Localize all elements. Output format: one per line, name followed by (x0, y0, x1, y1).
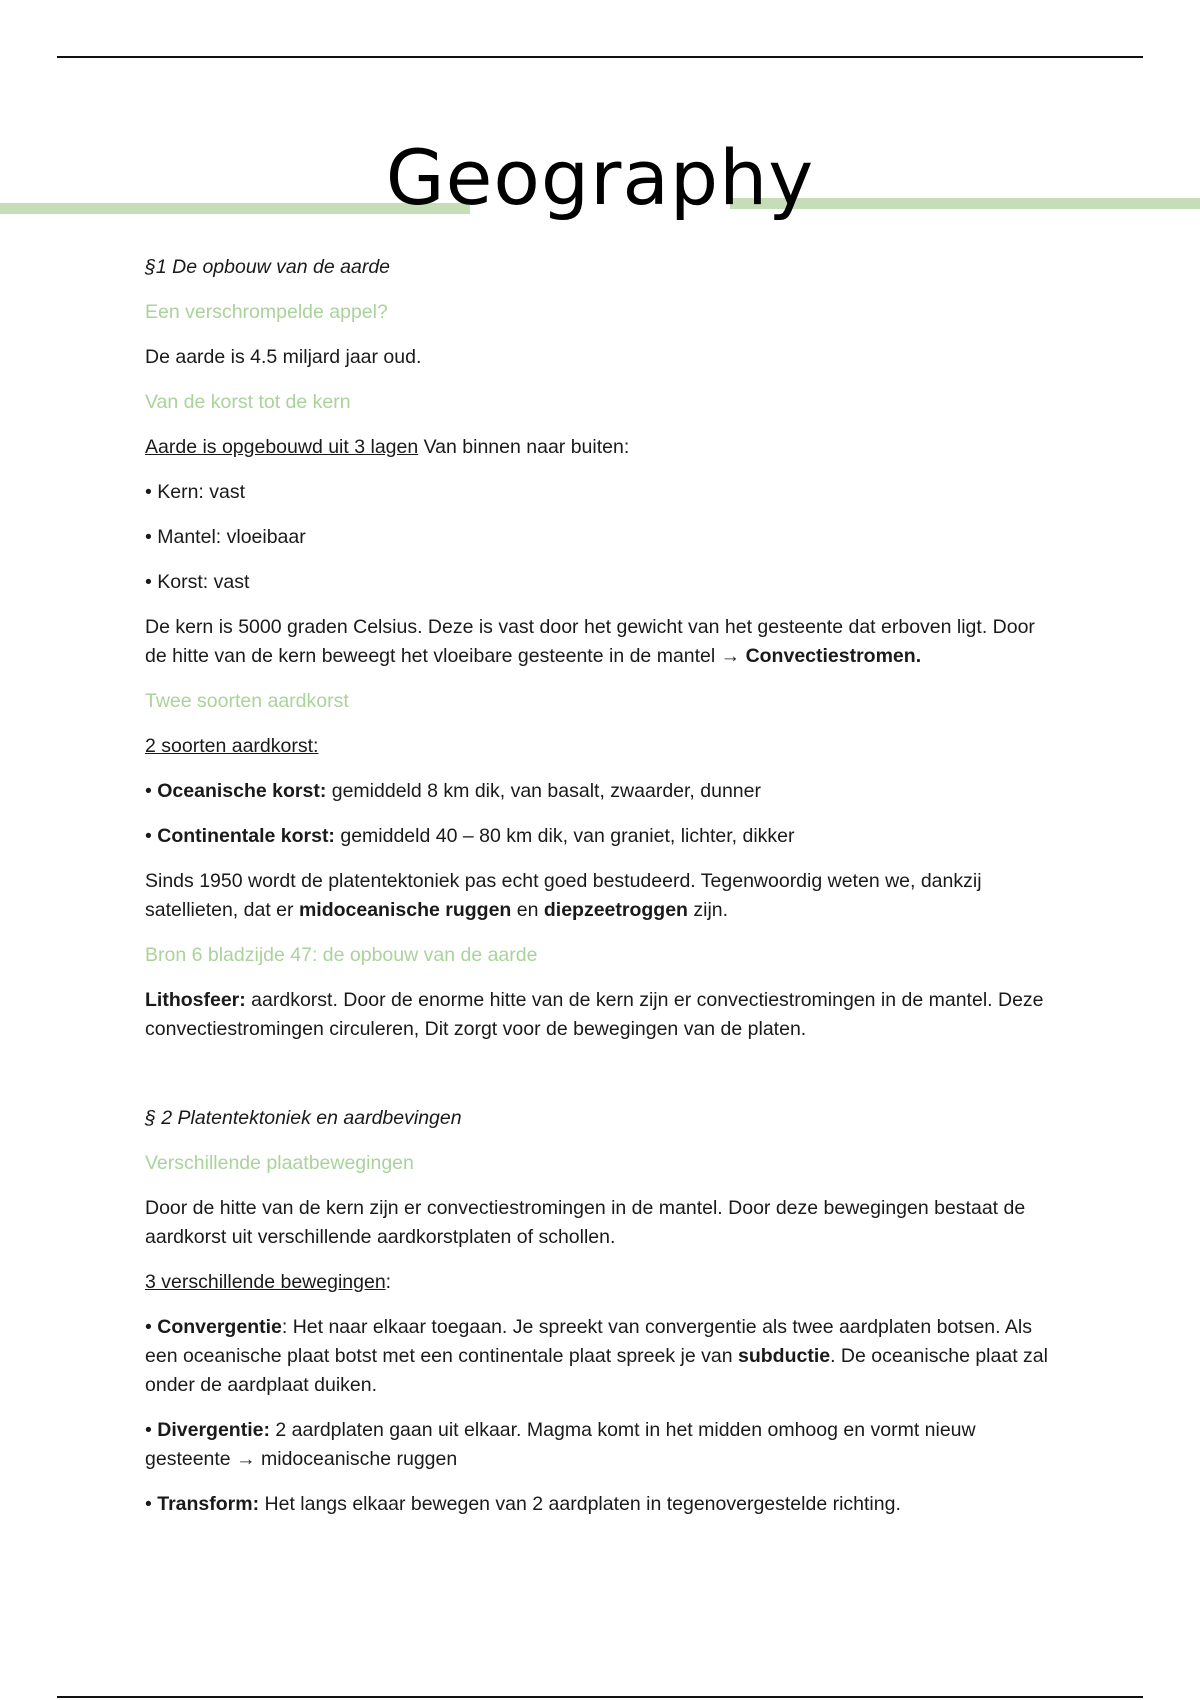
section-heading-1: §1 De opbouw van de aarde (145, 256, 391, 278)
oceanic-crust-desc: gemiddeld 8 km dik, van basalt, zwaarder, dunner (326, 780, 761, 802)
divergence-end: midoceanische ruggen (255, 1448, 458, 1470)
list-item-convergence: • Convergentie: Het naar elkaar toegaan. Je spreekt van convergentie als twee aardplaten botsen. Als een oceanische plaat botst met een continentale plaat spreek je van subductie. De oceanische plaat zal onder de aardplaat duiken. (145, 1316, 1048, 1396)
list-item-transform: • Transform: Het langs elkaar bewegen van 2 aardplaten in tegenovergestelde richting. (145, 1493, 901, 1515)
list-item-divergence: • Divergentie: 2 aardplaten gaan uit elkaar. Magma komt in het midden omhoog en vormt nieuw gesteente → midoceanische ruggen (145, 1419, 976, 1470)
core-heat-text: De kern is 5000 graden Celsius. Deze is vast door het gewicht van het gesteente dat erboven ligt. Door de hitte van de kern beweegt het vloeibare gesteente in de mantel (145, 616, 1035, 667)
paragraph-core-heat (145, 613, 1050, 671)
arrow-icon: → (720, 645, 741, 667)
movements-lead-underlined: 3 verschillende bewegingen (145, 1271, 386, 1293)
list-item-crust: • Korst: vast (145, 571, 250, 593)
divergence-term: Divergentie: (157, 1419, 270, 1441)
deep-sea-trenches-term: diepzeetroggen (543, 899, 688, 921)
transform-term: Transform: (157, 1493, 260, 1515)
convergence-desc-a: : Het naar elkaar toegaan. Je spreekt van convergentie als twee aardplaten botsen. Als een oceanische plaat botst met een continentale plaat spreek je van (145, 1316, 1032, 1367)
top-rule (57, 56, 1143, 58)
convergence-desc-c: . De oceanische plaat zal onder de aardplaat duiken. (145, 1345, 1048, 1396)
subheading-crust-to-core: Van de korst tot de kern (145, 391, 351, 413)
list-item-continental-crust: • Continentale korst: gemiddeld 40 – 80 km dik, van graniet, lichter, dikker (145, 825, 795, 847)
subduction-term: subductie (737, 1345, 831, 1367)
paragraph-movements-lead (145, 1268, 1050, 1297)
document-body (145, 253, 1050, 1535)
section-heading-2: § 2 Platentektoniek en aardbevingen (145, 1107, 462, 1129)
divergence-desc: 2 aardplaten gaan uit elkaar. Magma komt in het midden omhoog en vormt nieuw gesteente (145, 1419, 976, 1470)
paragraph-plates-intro: Door de hitte van de kern zijn er convectiestromingen in de mantel. Door deze bewegingen bestaat de aardkorst uit verschillende aardkorstplaten of schollen. (145, 1197, 1026, 1248)
subheading-plate-movements: Verschillende plaatbewegingen (145, 1152, 414, 1174)
lithosphere-desc: aardkorst. Door de enorme hitte van de kern zijn er convectiestromingen in de mantel. Deze convectiestromingen circuleren, Dit zorgt voor de bewegingen van de platen. (145, 989, 1044, 1040)
convection-term: Convectiestromen. (745, 645, 922, 667)
subheading-two-crusts: Twee soorten aardkorst (145, 690, 349, 712)
convergence-term: Convergentie (157, 1316, 282, 1338)
subheading-apple: Een verschrompelde appel? (145, 301, 388, 323)
mid-ocean-ridges-term: midoceanische ruggen (298, 899, 512, 921)
continental-crust-term: Continentale korst: (157, 825, 335, 847)
bottom-rule (57, 1696, 1143, 1698)
movements-lead-rest: : (385, 1271, 392, 1293)
list-item-oceanic-crust: • Oceanische korst: gemiddeld 8 km dik, van basalt, zwaarder, dunner (145, 780, 761, 802)
p1950-text-a: Sinds 1950 wordt de platentektoniek pas echt goed bestudeerd. Tegenwoordig weten we, dankzij satellieten, dat er (145, 870, 982, 921)
list-item-core: • Kern: vast (145, 481, 246, 503)
arrow-icon: → (236, 1448, 256, 1470)
section-spacer (145, 1060, 1050, 1104)
page-title: Geography (385, 133, 815, 222)
paragraph-layers-lead (145, 433, 1050, 462)
layers-lead-rest: Van binnen naar buiten: (418, 436, 630, 458)
p1950-text-c: en (511, 899, 544, 921)
transform-desc: Het langs elkaar bewegen van 2 aardplaten in tegenovergestelde richting. (259, 1493, 901, 1515)
paragraph-plate-tectonics-1950 (145, 867, 1050, 925)
paragraph-lithosphere (145, 986, 1050, 1044)
subheading-source-6: Bron 6 bladzijde 47: de opbouw van de aarde (145, 944, 538, 966)
paragraph-earth-age: De aarde is 4.5 miljard jaar oud. (145, 346, 422, 368)
p1950-text-d: zijn. (687, 899, 729, 921)
crust-types-lead: 2 soorten aardkorst: (145, 735, 319, 757)
layers-lead-underlined: Aarde is opgebouwd uit 3 lagen (145, 436, 419, 458)
oceanic-crust-term: Oceanische korst: (157, 780, 327, 802)
continental-crust-desc: gemiddeld 40 – 80 km dik, van graniet, lichter, dikker (334, 825, 795, 847)
lithosphere-term: Lithosfeer: (145, 989, 246, 1011)
list-item-mantle: • Mantel: vloeibaar (145, 526, 306, 548)
